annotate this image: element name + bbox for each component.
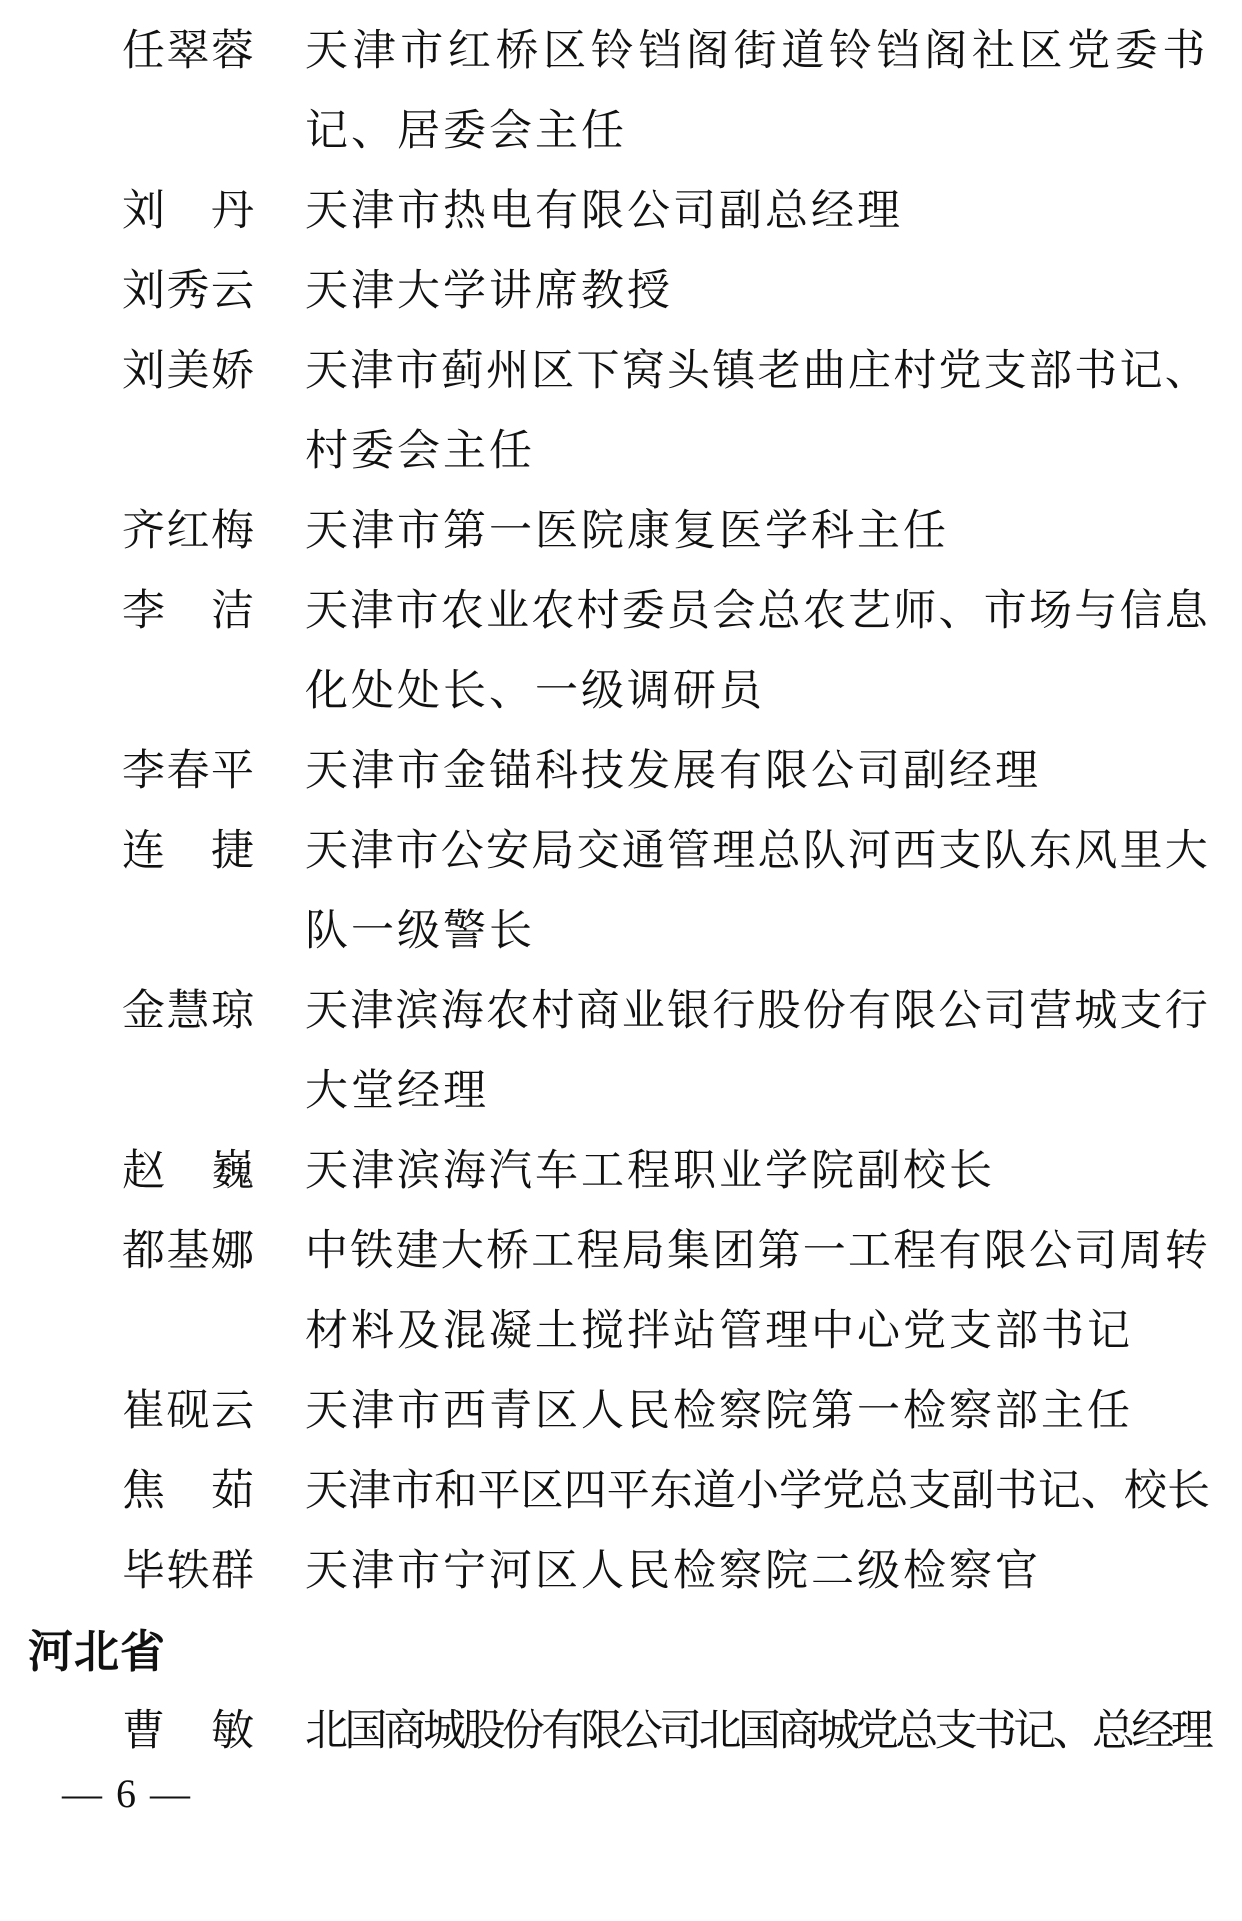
person-name: 李洁 [122,588,254,635]
title-line: 天津市公安局交通管理总队河西支队东风里大 [305,828,1210,875]
section-header: 河北省 [28,1626,167,1677]
person-title [305,1452,1210,1532]
entry-row [0,12,1242,172]
entry-row [0,1532,1242,1612]
person-name: 连捷 [122,828,254,875]
title-line: 天津市第一医院康复医学科主任 [305,508,949,555]
person-title [305,1532,1210,1612]
person-title [305,12,1210,172]
entry-row [0,1212,1242,1372]
entry-row [0,332,1242,492]
person-title [305,1692,1210,1772]
title-line: 天津市蓟州区下窝头镇老曲庄村党支部书记、 [305,348,1210,395]
person-name: 李春平 [122,748,254,795]
person-name: 齐红梅 [122,508,254,555]
person-name: 焦茹 [122,1468,254,1515]
entry-row [0,492,1242,572]
person-name: 刘秀云 [122,268,254,315]
title-line: 天津市红桥区铃铛阁街道铃铛阁社区党委书 [305,28,1210,75]
entry-row [0,572,1242,732]
person-title [305,1132,1210,1212]
person-title [305,572,1210,732]
entry-row [0,1132,1242,1212]
title-line: 化处处长、一级调研员 [305,668,765,715]
person-name: 都基娜 [122,1228,254,1275]
person-title [305,172,1210,252]
person-name: 刘美娇 [122,348,254,395]
title-line: 北国商城股份有限公司北国商城党总支书记、总经理 [305,1708,1211,1755]
person-title [305,812,1210,972]
title-line: 大堂经理 [305,1068,489,1115]
title-line: 天津市农业农村委员会总农艺师、市场与信息 [305,588,1210,635]
person-name: 刘丹 [122,188,254,235]
person-name: 赵巍 [122,1148,254,1195]
title-line: 队一级警长 [305,908,535,955]
entry-row [0,1692,1242,1772]
person-name: 曹敏 [122,1708,254,1755]
title-line: 天津市热电有限公司副总经理 [305,188,903,235]
entry-row [0,732,1242,812]
person-title [305,492,1210,572]
person-name: 金慧琼 [122,988,254,1035]
entry-row [0,1452,1242,1532]
person-title [305,1372,1210,1452]
entry-row [0,972,1242,1132]
person-title [305,1212,1210,1372]
title-line: 天津市宁河区人民检察院二级检察官 [305,1548,1041,1595]
title-line: 记、居委会主任 [305,108,627,155]
title-line: 中铁建大桥工程局集团第一工程有限公司周转 [305,1228,1210,1275]
title-line: 村委会主任 [305,428,535,475]
entry-row [0,812,1242,972]
title-line: 天津大学讲席教授 [305,268,673,315]
person-name: 毕轶群 [122,1548,254,1595]
person-name: 任翠蓉 [122,28,254,75]
entry-row [0,172,1242,252]
page-number: — 6 — [62,1771,192,1816]
person-title [305,972,1210,1132]
title-line: 天津滨海农村商业银行股份有限公司营城支行 [305,988,1210,1035]
title-line: 天津市和平区四平东道小学党总支副书记、校长 [305,1468,1211,1515]
title-line: 天津市西青区人民检察院第一检察部主任 [305,1388,1133,1435]
person-name: 崔砚云 [122,1388,254,1435]
title-line: 材料及混凝土搅拌站管理中心党支部书记 [305,1308,1133,1355]
person-title [305,332,1210,492]
person-title [305,252,1210,332]
person-title [305,732,1210,812]
document-body [0,12,1242,1772]
entry-row [0,1372,1242,1452]
entry-row [0,252,1242,332]
title-line: 天津滨海汽车工程职业学院副校长 [305,1148,995,1195]
title-line: 天津市金锚科技发展有限公司副经理 [305,748,1041,795]
